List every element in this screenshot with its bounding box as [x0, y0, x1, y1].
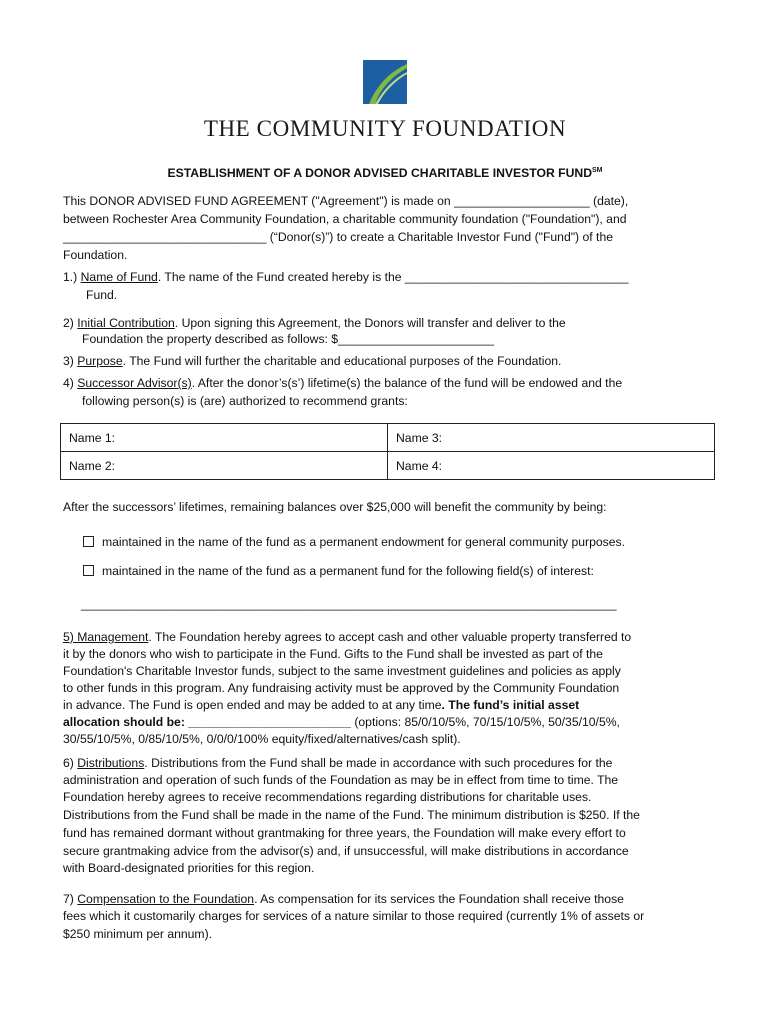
option-field-of-interest: [83, 562, 594, 580]
option-field-of-interest-label: maintained in the name of the fund as a permanent fund for the following field(s) of interest:: [102, 564, 594, 578]
section-5-line-7: 30/55/10/5%, 0/85/10/5%, 0/0/0/100% equity/fixed/alternatives/cash split).: [63, 732, 461, 746]
successor-name-4-field[interactable]: Name 4:: [388, 452, 715, 480]
document-title: ESTABLISHMENT OF A DONOR ADVISED CHARITABLE INVESTOR FUND℠: [167, 166, 603, 180]
successor-table: [60, 423, 715, 480]
successor-name-2-field[interactable]: Name 2:: [61, 452, 388, 480]
section-7-heading: Compensation to the Foundation: [77, 892, 255, 906]
org-name: THE COMMUNITY FOUNDATION: [203, 116, 567, 141]
section-2-line-2: Foundation the property described as follows: $_______________________: [82, 332, 494, 346]
section-7-line-1: 7) Compensation to the Foundation. As compensation for its services the Foundation shall receive those: [63, 892, 624, 906]
section-7-line-3: $250 minimum per annum).: [63, 927, 213, 941]
successor-name-3-field[interactable]: Name 3:: [388, 424, 715, 452]
foundation-logo: [363, 60, 407, 104]
section-6-heading: Distributions: [77, 756, 145, 770]
section-7-line-2: fees which it customarily charges for services of a nature similar to those required (currently 1% of assets or: [63, 909, 645, 923]
option-endowment-label: maintained in the name of the fund as a permanent endowment for general community purposes.: [102, 535, 626, 549]
section-5-line-1: 5) Management. The Foundation hereby agrees to accept cash and other valuable property transferred to: [63, 630, 632, 644]
section-2-line-1: 2) Initial Contribution. Upon signing this Agreement, the Donors will transfer and deliver to the: [63, 316, 566, 330]
allocation-field[interactable]: allocation should be: ________________________: [63, 715, 351, 729]
section-6-line-6: secure grantmaking advice from the advisor(s) and, if unsuccessful, will make distributions in accordance: [63, 844, 629, 858]
intro-line-1: This DONOR ADVISED FUND AGREEMENT ("Agreement") is made on ____________________ (date),: [63, 194, 629, 208]
remaining-balance-text: After the successors’ lifetimes, remaining balances over $25,000 will benefit the community by being:: [63, 500, 607, 514]
intro-line-4: Foundation.: [63, 248, 128, 262]
section-5-line-4: to other funds in this program. Any fundraising activity must be approved by the Community Foundation: [63, 681, 620, 695]
section-1-line-1: 1.) Name of Fund. The name of the Fund created hereby is the _________________________________: [63, 270, 629, 284]
endowment-checkbox[interactable]: [83, 536, 94, 547]
field-of-interest-blank[interactable]: _______________________________________________________________________________: [81, 597, 617, 611]
section-3-heading: Purpose: [77, 354, 123, 368]
section-3-line-1: 3) Purpose. The Fund will further the charitable and educational purposes of the Foundation.: [63, 354, 562, 368]
section-4-line-1: 4) Successor Advisor(s). After the donor’s(s’) lifetime(s) the balance of the fund will be endowed and the: [63, 376, 623, 390]
section-6-line-1: 6) Distributions. Distributions from the Fund shall be made in accordance with such procedures for the: [63, 756, 613, 770]
section-6-line-5: fund has remained dormant without grantmaking for three years, the Foundation will make every effort to: [63, 826, 626, 840]
successor-name-1-field[interactable]: Name 1:: [61, 424, 388, 452]
section-4-line-2: following person(s) is (are) authorized to recommend grants:: [82, 394, 408, 408]
section-5-line-2: it by the donors who wish to participate in the Fund. Gifts to the Fund shall be invested as part of the: [63, 647, 603, 661]
section-6-line-2: administration and operation of such funds of the Foundation as may be in effect from time to time. The: [63, 773, 619, 787]
field-of-interest-checkbox[interactable]: [83, 565, 94, 576]
section-6-line-3: Foundation hereby agrees to receive recommendations regarding distributions for charitable uses.: [63, 790, 592, 804]
section-5-line-5: in advance. The Fund is open ended and may be added to at any time. The fund’s initial asset: [63, 698, 580, 712]
section-5-line-6: allocation should be: ________________________ (options: 85/0/10/5%, 70/15/10/5%, 50/35/10/5%,: [63, 715, 620, 729]
section-1-heading: Name of Fund: [80, 270, 158, 284]
section-5-line-3: Foundation's Charitable Investor funds, subject to the same investment guidelines and policies as apply: [63, 664, 621, 678]
section-1-line-2: Fund.: [86, 288, 118, 302]
intro-line-2: between Rochester Area Community Foundation, a charitable community foundation ("Foundation"), and: [63, 212, 627, 226]
option-endowment: [83, 533, 625, 551]
section-4-heading: Successor Advisor(s): [77, 376, 192, 390]
section-2-heading: Initial Contribution: [77, 316, 175, 330]
section-6-line-4: Distributions from the Fund shall be made in the name of the Fund. The minimum distribution is $250. If the: [63, 808, 640, 822]
intro-line-3: ______________________________ (“Donor(s)”) to create a Charitable Investor Fund ("Fund") of the: [63, 230, 613, 244]
section-6-line-7: with Board-designated priorities for this region.: [63, 861, 315, 875]
section-5-heading: 5) Management: [63, 630, 149, 644]
